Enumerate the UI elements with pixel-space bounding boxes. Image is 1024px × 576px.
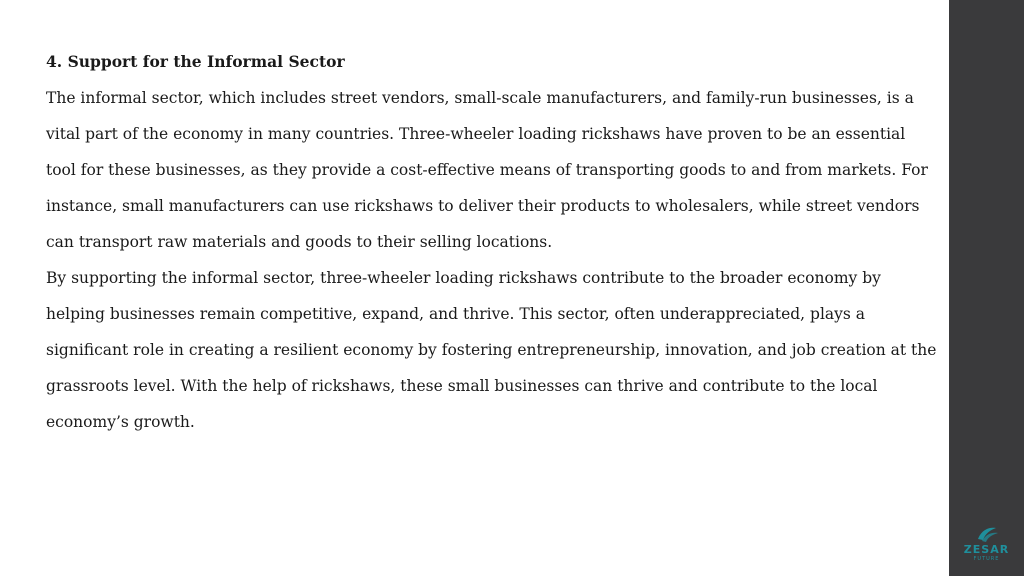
paragraph-1: The informal sector, which includes street vendors, small-scale manufacturers, and family-run businesses, is a vital part of the economy in many countries. Three-wheeler loading rickshaws have proven to be an essential tool for these businesses, as they provide a cost-effective means of transporting goods to and from markets. For instance, small manufacturers can use rickshaws to deliver their products to wholesalers, while street vendors can transport raw materials and goods to their selling locations.	[46, 89, 928, 251]
logo-tagline: FUTURE	[973, 556, 1000, 562]
section-heading: 4. Support for the Informal Sector	[46, 52, 345, 71]
swoosh-icon	[974, 525, 1000, 543]
right-sidebar	[949, 0, 1024, 576]
company-logo	[949, 525, 1024, 562]
text-content	[46, 44, 938, 440]
paragraph-2: By supporting the informal sector, three-wheeler loading rickshaws contribute to the broader economy by helping businesses remain competitive, expand, and thrive. This sector, often underappreciated, plays a significant role in creating a resilient economy by fostering entrepreneurship, innovation, and job creation at the grassroots level. With the help of rickshaws, these small businesses can thrive and contribute to the local economy’s growth.	[46, 269, 937, 431]
logo-name: ZESAR	[963, 543, 1010, 556]
